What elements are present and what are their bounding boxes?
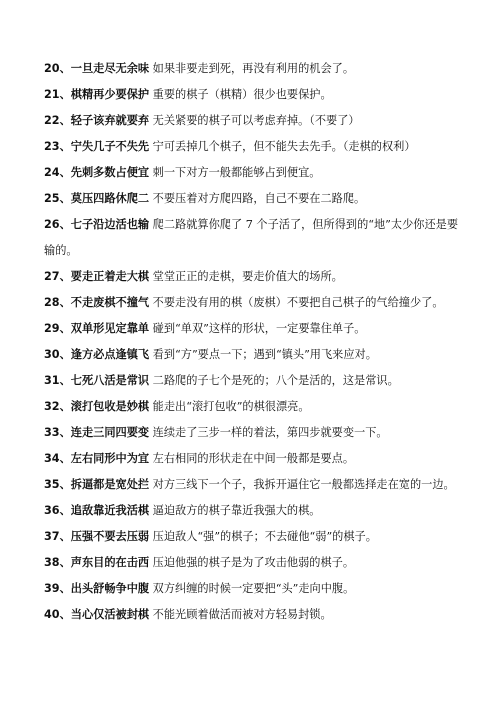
item-phrase: 七死八活是常识 — [70, 374, 150, 387]
item-phrase: 七子沿边活也输 — [70, 218, 150, 231]
item-description: 二路爬的子七个是死的；八个是活的，这是常识。 — [152, 374, 399, 387]
item-number: 25、 — [44, 192, 71, 205]
item-number: 23、 — [44, 140, 71, 153]
item-number: 34、 — [44, 452, 71, 465]
item-description: 压迫他强的棋子是为了攻击他弱的棋子。 — [152, 556, 355, 569]
item-phrase: 连走三同四要变 — [70, 426, 150, 439]
item-description: 对方三线下一个子，我拆开逼住它一般都选择走在宽的一边。 — [152, 478, 455, 491]
list-item — [44, 270, 464, 283]
item-number: 38、 — [44, 556, 71, 569]
item-number: 26、 — [44, 218, 71, 231]
item-phrase: 不走废棋不撞气 — [70, 296, 150, 309]
item-description: 逼迫敌方的棋子靠近我强大的棋。 — [152, 504, 321, 517]
item-phrase: 双单形见定靠单 — [70, 322, 150, 335]
item-number: 37、 — [44, 530, 71, 543]
item-number: 21、 — [44, 88, 71, 101]
list-item — [44, 582, 464, 595]
item-description: 压迫敌人“强”的棋子；不去碰他“弱”的棋子。 — [152, 530, 377, 543]
item-description: 如果非要走到死，再没有利用的机会了。 — [152, 62, 355, 75]
item-number: 27、 — [44, 270, 71, 283]
item-number: 31、 — [44, 374, 71, 387]
item-phrase: 声东目的在击西 — [70, 556, 150, 569]
item-number: 36、 — [44, 504, 71, 517]
item-description: 左右相同的形状走在中间一般都是要点。 — [152, 452, 355, 465]
item-number: 30、 — [44, 348, 71, 361]
item-description: 堂堂正正的走棋，要走价值大的场所。 — [152, 270, 343, 283]
item-description: 看到“方”要点一下；遇到“镇头”用飞来应对。 — [152, 348, 377, 361]
item-description: 能走出“滚打包收”的棋很漂亮。 — [152, 400, 310, 413]
list-item — [44, 322, 464, 335]
item-number: 39、 — [44, 582, 71, 595]
item-phrase: 压强不要去压弱 — [70, 530, 150, 543]
item-phrase: 先刺多数占便宜 — [70, 166, 150, 179]
item-description: 不要走没有用的棋（废棋）不要把自己棋子的气给撞少了。 — [152, 296, 444, 309]
item-description: 刺一下对方一般都能够占到便宜。 — [152, 166, 321, 179]
list-item — [44, 374, 464, 387]
list-item — [44, 140, 464, 153]
list-item — [44, 88, 464, 101]
item-number: 35、 — [44, 478, 71, 491]
list-item — [44, 166, 464, 179]
item-phrase: 宁失几子不失先 — [70, 140, 150, 153]
item-number: 33、 — [44, 426, 71, 439]
item-phrase: 逢方必点逢镇飞 — [70, 348, 150, 361]
list-item — [44, 114, 464, 127]
item-phrase: 要走正着走大棋 — [70, 270, 150, 283]
document-body — [44, 62, 464, 634]
item-number: 29、 — [44, 322, 71, 335]
item-description: 爬二路就算你爬了 7 个子活了，但所得到的“地”太少你还是要 — [152, 218, 459, 231]
list-item — [44, 348, 464, 361]
item-phrase: 一旦走尽无余味 — [70, 62, 150, 75]
item-phrase: 棋精再少要保护 — [70, 88, 150, 101]
list-item — [44, 608, 464, 621]
item-phrase: 左右同形中为宜 — [70, 452, 150, 465]
item-description: 重要的棋子（棋精）很少也要保护。 — [152, 88, 332, 101]
list-item — [44, 504, 464, 517]
list-item — [44, 192, 464, 205]
item-number: 40、 — [44, 608, 71, 621]
item-description: 双方纠缠的时候一定要把“头”走向中腹。 — [152, 582, 355, 595]
item-description: 连续走了三步一样的着法，第四步就要变一下。 — [152, 426, 388, 439]
list-item — [44, 400, 464, 413]
item-description: 碰到“单双”这样的形状，一定要靠住单子。 — [152, 322, 366, 335]
item-number: 22、 — [44, 114, 71, 127]
list-item — [44, 296, 464, 309]
item-description: 宁可丢掉几个棋子，但不能失去先手。（走棋的权利） — [152, 140, 416, 153]
list-item — [44, 478, 464, 491]
list-item — [44, 556, 464, 569]
item-phrase: 滚打包收是妙棋 — [70, 400, 150, 413]
item-description: 不要压着对方爬四路，自己不要在二路爬。 — [152, 192, 366, 205]
list-item — [44, 62, 464, 75]
list-item — [44, 218, 464, 257]
item-number: 32、 — [44, 400, 71, 413]
item-phrase: 拆逼都是宽处拦 — [70, 478, 150, 491]
item-number: 28、 — [44, 296, 71, 309]
item-number: 24、 — [44, 166, 71, 179]
item-description-continuation: 输的。 — [44, 244, 78, 257]
item-phrase: 当心仅活被封棋 — [70, 608, 150, 621]
item-phrase: 出头舒畅争中腹 — [70, 582, 150, 595]
item-description: 无关紧要的棋子可以考虑弃掉。（不要了） — [152, 114, 360, 127]
list-item — [44, 452, 464, 465]
list-item — [44, 530, 464, 543]
item-phrase: 轻子该弃就要弃 — [70, 114, 150, 127]
list-item — [44, 426, 464, 439]
item-phrase: 追敌靠近我活棋 — [70, 504, 150, 517]
item-description: 不能光顾着做活而被对方轻易封锁。 — [152, 608, 332, 621]
item-number: 20、 — [44, 62, 71, 75]
item-phrase: 莫压四路休爬二 — [70, 192, 150, 205]
